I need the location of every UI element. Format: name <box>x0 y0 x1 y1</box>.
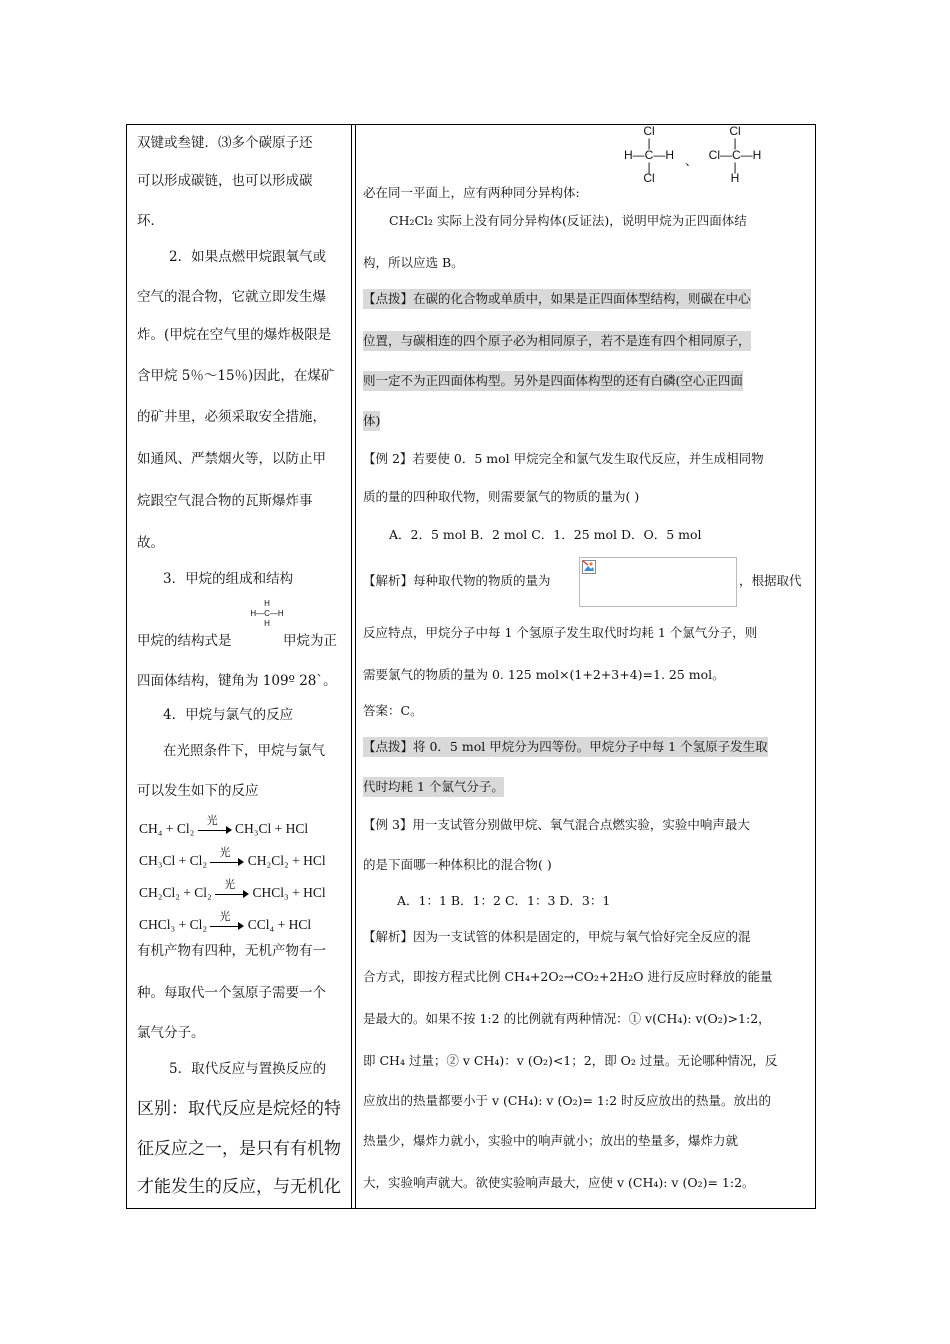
text-line: 区别：取代反应是烷烃的特 <box>137 1099 341 1119</box>
options-line: A．2．5 mol B．2 mol C．1．25 mol D．O．5 mol <box>389 527 702 542</box>
atom-h: H <box>730 171 740 185</box>
products: CH₃Cl + HCl <box>235 821 309 836</box>
text-line: 可以发生如下的反应 <box>137 783 259 799</box>
products: CH₂Cl₂ + HCl <box>247 853 326 868</box>
tip-line: 代时均耗 1 个氯气分子。 <box>363 777 504 797</box>
atom-h: H <box>264 599 270 608</box>
content-table <box>126 124 816 1209</box>
isomer-structure-2: Cl | Cl—C—H | H <box>699 125 771 185</box>
text-line: 可以形成碳链，也可以形成碳 <box>137 173 313 189</box>
text-line: 征反应之一，是只有有机物 <box>137 1139 341 1159</box>
text-line: 四面体结构，键角为 109º 28`。 <box>137 673 337 689</box>
text-line: 质的量的四种取代物，则需要氯气的物质的量为( ) <box>363 489 640 504</box>
reactants: CHCl₃ + Cl₂ <box>139 917 208 932</box>
separator: 、 <box>685 153 698 168</box>
text-line: 2．如果点燃甲烷跟氧气或 <box>169 249 327 265</box>
example-line: 【例 2】若要使 0．5 mol 甲烷完全和氯气发生取代反应，并生成相同物 <box>363 451 764 466</box>
text-line: 烷跟空气混合物的瓦斯爆炸事 <box>137 493 313 509</box>
light-arrow <box>210 910 244 931</box>
text-line: 必在同一平面上，应有两种同分异构体: <box>363 185 580 200</box>
text-line: 种。每取代一个氢原子需要一个 <box>137 985 326 1001</box>
text-line: 的是下面哪一种体积比的混合物( ) <box>363 857 552 872</box>
section-heading: 3．甲烷的组成和结构 <box>163 571 294 587</box>
analysis-line: 【解析】因为一支试管的体积是固定的，甲烷与氧气恰好完全反应的混 <box>363 929 751 944</box>
answer-line: 答案：C。 <box>363 703 423 718</box>
analysis-line: 【解析】每种取代物的物质的量为 <box>363 573 551 588</box>
section-heading: 5．取代反应与置换反应的 <box>169 1061 327 1077</box>
column-divider <box>351 125 352 1208</box>
reactants: CH₄ + Cl₂ <box>139 821 195 836</box>
atom-row: Cl—C—H <box>708 148 762 162</box>
light-arrow <box>210 846 244 867</box>
tip-line: 位置，与碳相连的四个原子必为相同原子，若不是连有四个相同原子， <box>363 331 751 351</box>
products: CHCl₃ + HCl <box>252 885 326 900</box>
atom-h: H <box>264 619 270 628</box>
text-line: 含甲烷 5％～15％)因此，在煤矿 <box>137 368 335 384</box>
text-line: 故。 <box>137 535 164 551</box>
text-line: 是最大的。如果不按 1:2 的比例就有两种情况：① v(CH₄): v(O₂)>1:2， <box>363 1011 771 1026</box>
reaction-equation <box>139 878 326 901</box>
image-placeholder-icon <box>582 560 596 574</box>
text-line: 才能发生的反应，与无机化 <box>137 1177 341 1197</box>
light-arrow <box>215 878 249 899</box>
text-line: 需要氯气的物质的量为 0. 125 mol×(1+2+3+4)=1. 25 mol。 <box>363 667 725 682</box>
reaction-equation <box>139 910 312 933</box>
text-line: 甲烷为正 <box>283 633 337 649</box>
tip-line: 【点拨】在碳的化合物或单质中，如果是正四面体型结构，则碳在中心 <box>363 289 751 309</box>
atom-cl: Cl <box>643 171 655 185</box>
atom-cl: Cl <box>729 124 741 138</box>
arrow-label: 光 <box>224 878 236 891</box>
tip-line: 体) <box>363 411 380 431</box>
atom-cl: Cl <box>643 124 655 138</box>
text-line: 氯气分子。 <box>137 1025 205 1041</box>
text-line: 有机产物有四种，无机产物有一 <box>137 943 326 959</box>
example-line: 【例 3】用一支试管分别做甲烷、氧气混合点燃实验，实验中响声最大 <box>363 817 750 832</box>
text-line: 即 CH₄ 过量；② v CH₄)：v (O₂)<1；2，即 O₂ 过量。无论哪种情况，反 <box>363 1053 778 1068</box>
text-line: 应放出的热量都要小于 v (CH₄): v (O₂)= 1:2 时反应放出的热量。放出的 <box>363 1093 772 1108</box>
reactants: CH₃Cl + Cl₂ <box>139 853 208 868</box>
atom-row: H—C—H <box>250 609 284 618</box>
text-line: 的矿井里，必须采取安全措施， <box>137 409 326 425</box>
column-divider-inner <box>355 125 356 1208</box>
text-line: 环． <box>137 213 164 229</box>
text-line: 炸。(甲烷在空气里的爆炸极限是 <box>137 327 332 343</box>
reactants: CH₂Cl₂ + Cl₂ <box>139 885 212 900</box>
text-line: ，根据取代 <box>739 573 802 588</box>
text-line: 空气的混合物，它就立即发生爆 <box>137 289 326 305</box>
broken-image <box>579 557 737 607</box>
options-line: A．1：1 B．1：2 C．1：3 D．3：1 <box>397 893 611 908</box>
reaction-equation <box>139 846 326 869</box>
isomer-structure-1: Cl | H—C—H | Cl <box>615 125 683 185</box>
text-line: 在光照条件下，甲烷与氯气 <box>163 743 325 759</box>
methane-structure <box>247 599 287 629</box>
reaction-equation <box>139 814 309 837</box>
text-line: CH₂Cl₂ 实际上没有同分异构体(反证法)，说明甲烷为正四面体结 <box>389 213 747 228</box>
products: CCl₄ + HCl <box>247 917 312 932</box>
text-line: 大，实验响声就大。欲使实验响声最大，应使 v (CH₄): v (O₂)= 1:2。 <box>363 1175 755 1190</box>
text-line: 双键或叁键．⑶多个碳原子还 <box>137 135 313 151</box>
text-line: 反应特点，甲烷分子中每 1 个氢原子发生取代时均耗 1 个氯气分子，则 <box>363 625 758 640</box>
tip-line: 则一定不为正四面体构型。另外是四面体构型的还有白磷(空心正四面 <box>363 371 743 391</box>
text-line: 如通风、严禁烟火等，以防止甲 <box>137 451 326 467</box>
text-line: 构，所以应选 B。 <box>363 255 464 270</box>
arrow-label: 光 <box>219 910 231 923</box>
text-line: 热量少，爆炸力就小，实验中的响声就小；放出的垫量多，爆炸力就 <box>363 1133 739 1148</box>
section-heading: 4．甲烷与氯气的反应 <box>163 707 294 723</box>
tip-line: 【点拨】将 0．5 mol 甲烷分为四等份。甲烷分子中每 1 个氢原子发生取 <box>363 737 768 757</box>
arrow-label: 光 <box>206 814 218 827</box>
text-line: 甲烷的结构式是 <box>137 633 232 649</box>
text-line: 合方式，即按方程式比例 CH₄+2O₂→CO₂+2H₂O 进行反应时释放的能量 <box>363 969 773 984</box>
light-arrow <box>198 814 232 835</box>
arrow-label: 光 <box>219 846 231 859</box>
atom-row: H—C—H <box>624 148 674 162</box>
